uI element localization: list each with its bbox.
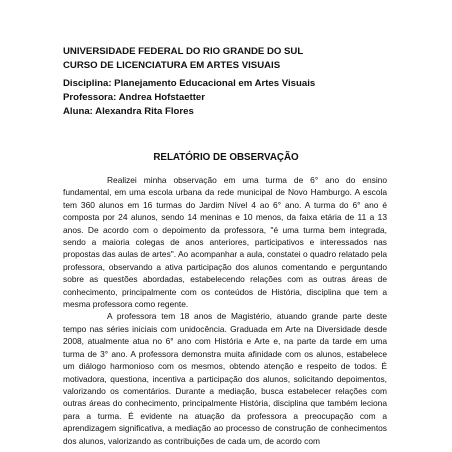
course-name: CURSO DE LICENCIATURA EM ARTES VISUAIS [63,60,281,71]
student-line: Aluna: Alexandra Rita Flores [63,106,194,117]
discipline-line: Disciplina: Planejamento Educacional em Artes Visuais [63,78,316,89]
report-title: RELATÓRIO DE OBSERVAÇÃO [153,152,299,163]
paragraph-1: Realizei minha observação em uma turma de 6° ano do ensino fundamental, em uma escola urbana da rede municipal de Novo Hamburgo. A escola tem 360 alunos em 16 turmas do Jardim Nível 4 ao 6° ano. A turma do 6° ano é composta por 24 alunos, sendo 14 meninas e 10 menos, da faixa etária de 11 a 13 anos. De acordo com o depoimento da professora, "é uma turma bem integrada, sendo a maioria colegas de anos anteriores, participativos e interessados nas propostas das aulas de artes". Ao acompanhar a aula, constatei o quadro relatado pela professora, observando a ativa participação dos alunos comentando e perguntando sobre as questões abordadas, estabelecendo relações com as outras áreas de conhecimento, principalmente com os conteúdos de História, disciplina que tem a mesma professora como regente. [63,175,387,310]
paragraph-2: A professora tem 18 anos de Magistério, atuando grande parte deste tempo nas séries iniciais com unidocência. Graduada em Arte na Diversidade desde 2008, atualmente atua no 6° ano com História e Arte e, na parte da tarde em uma turma de 3° ano. A professora demonstra muita afinidade com os alunos, estabelece um diálogo harmonioso com os mesmos, obtendo atenção e respeito de todos. É motivadora, questiona, incentiva a participação dos alunos, solicitando depoimentos, valorizando os comentários. Durante a mediação, busca estabelecer relações com outras áreas do conhecimento, principalmente História, disciplina que também leciona para a turma. É evidente na atuação da professora a preocupação com a aprendizagem significativa, a mediação ao processo de construção de conhecimentos dos alunos, valorizando as contribuições de cada um, de acordo com [63,311,387,446]
report-body [63,174,387,447]
professor-line: Professora: Andrea Hofstaetter [63,92,205,103]
university-name: UNIVERSIDADE FEDERAL DO RIO GRANDE DO SUL [63,46,304,57]
document-header [63,45,393,119]
